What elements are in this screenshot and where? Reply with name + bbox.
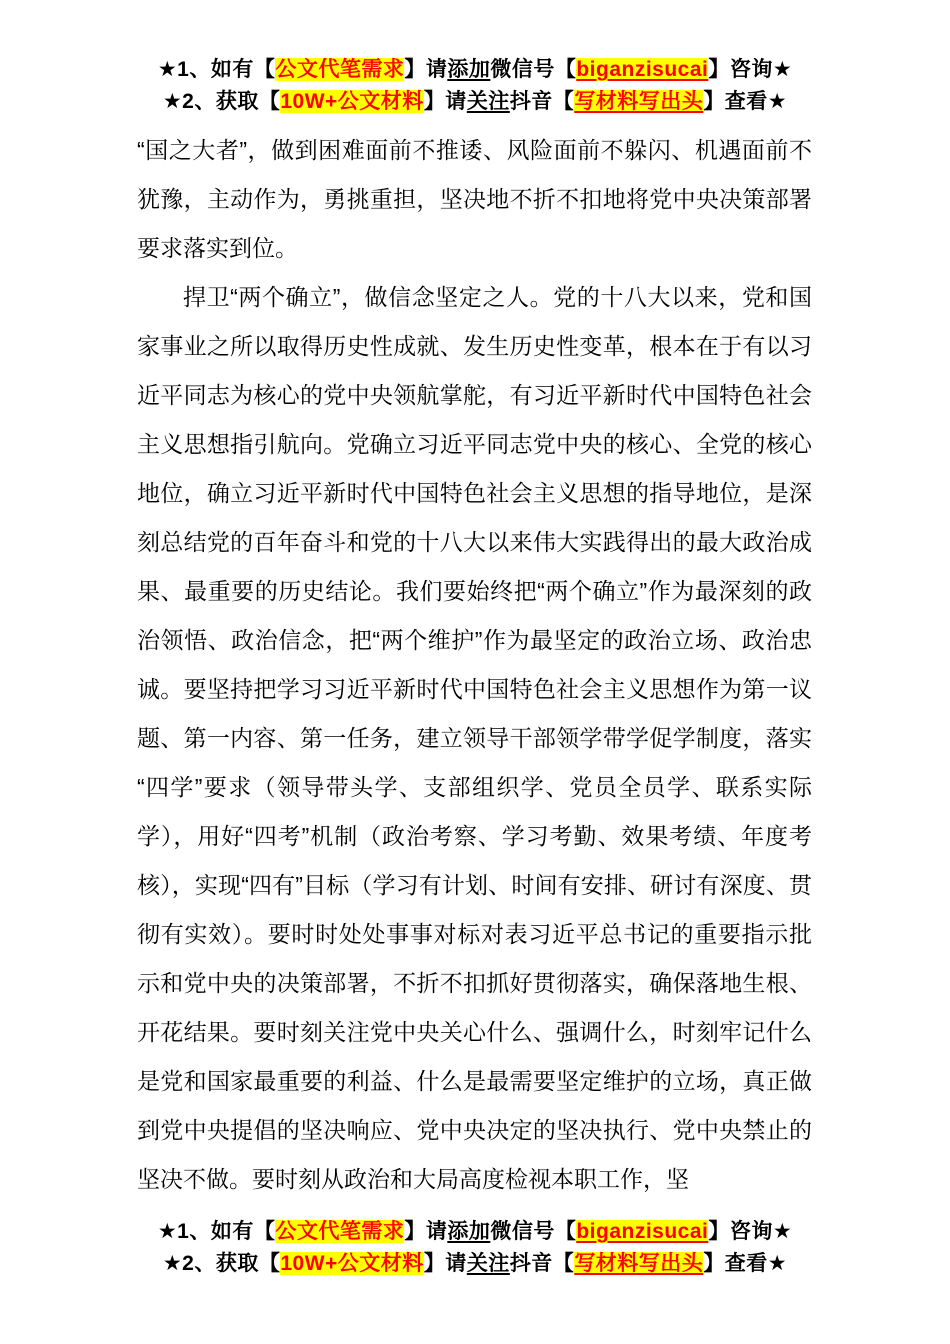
- notice1-suffix: 】咨询★: [708, 58, 793, 81]
- footer-follow-douyin-underline: 关注: [466, 1252, 510, 1275]
- service-request-highlight: 公文代笔需求: [275, 58, 405, 81]
- douyin-account-highlight: 写材料写出头: [574, 90, 704, 113]
- notice2-mid2: 抖音【: [509, 90, 575, 113]
- footer-notice1-suffix: 】咨询★: [708, 1220, 793, 1243]
- footer-add-wechat-underline: 添加: [447, 1220, 491, 1243]
- footer-notice-line-1: [0, 1216, 950, 1248]
- notice1-mid1: 】请: [404, 58, 448, 81]
- add-wechat-underline: 添加: [447, 58, 491, 81]
- footer-notice: [0, 1216, 950, 1280]
- footer-wechat-id-highlight: biganzisucai: [576, 1220, 709, 1243]
- header-notice-line-2: [0, 86, 950, 118]
- document-body: [137, 126, 812, 1212]
- paragraph-liangge-queli: 捍卫“两个确立”，做信念坚定之人。党的十八大以来，党和国家事业之所以取得历史性成就、发生历史性变革，根本在于有以习近平同志为核心的党中央领航掌舵，有习近平新时代中国特色社会主义思想指引航向。党确立习近平同志党中央的核心、全党的核心地位，确立习近平新时代中国特色社会主义思想的指导地位，是深刻总结党的百年奋斗和党的十八大以来伟大实践得出的最大政治成果、最重要的历史结论。我们要始终把“两个确立”作为最深刻的政治领悟、政治信念，把“两个维护”作为最坚定的政治立场、政治忠诚。要坚持把学习习近平新时代中国特色社会主义思想作为第一议题、第一内容、第一任务，建立领导干部领学带学促学制度，落实“四学”要求（领导带头学、支部组织学、党员全员学、联系实际学），用好“四考”机制（政治考察、学习考勤、效果考绩、年度考核），实现“四有”目标（学习有计划、时间有安排、研讨有深度、贯彻有实效）。要时时处处事事对标对表习近平总书记的重要指示批示和党中央的决策部署，不折不扣抓好贯彻落实，确保落地生根、开花结果。要时刻关注党中央关心什么、强调什么，时刻牢记什么是党和国家最重要的利益、什么是最需要坚定维护的立场，真正做到党中央提倡的坚决响应、党中央决定的坚决执行、党中央禁止的坚决不做。要时刻从政治和大局高度检视本职工作，坚: [137, 284, 812, 1192]
- header-notice-line-1: [0, 54, 950, 86]
- footer-notice2-prefix: ★2、获取【: [162, 1252, 281, 1275]
- wechat-id-highlight: biganzisucai: [576, 58, 709, 81]
- notice2-mid1: 】请: [423, 90, 467, 113]
- footer-notice2-suffix: 】查看★: [703, 1252, 788, 1275]
- paragraph-continuation: “国之大者”，做到困难面前不推诿、风险面前不躲闪、机遇面前不犹豫，主动作为，勇挑重担，坚决地不折不扣地将党中央决策部署要求落实到位。: [137, 137, 812, 261]
- footer-service-request-highlight: 公文代笔需求: [275, 1220, 405, 1243]
- header-notice: [0, 54, 950, 118]
- notice2-prefix: ★2、获取【: [162, 90, 281, 113]
- footer-douyin-account-highlight: 写材料写出头: [574, 1252, 704, 1275]
- footer-notice1-mid2: 微信号【: [490, 1220, 577, 1243]
- footer-materials-highlight: 10W+公文材料: [280, 1252, 424, 1275]
- notice1-prefix: ★1、如有【: [157, 58, 276, 81]
- follow-douyin-underline: 关注: [466, 90, 510, 113]
- footer-notice2-mid1: 】请: [423, 1252, 467, 1275]
- footer-notice1-prefix: ★1、如有【: [157, 1220, 276, 1243]
- materials-highlight: 10W+公文材料: [280, 90, 424, 113]
- footer-notice1-mid1: 】请: [404, 1220, 448, 1243]
- footer-notice-line-2: [0, 1248, 950, 1280]
- notice2-suffix: 】查看★: [703, 90, 788, 113]
- notice1-mid2: 微信号【: [490, 58, 577, 81]
- footer-notice2-mid2: 抖音【: [509, 1252, 575, 1275]
